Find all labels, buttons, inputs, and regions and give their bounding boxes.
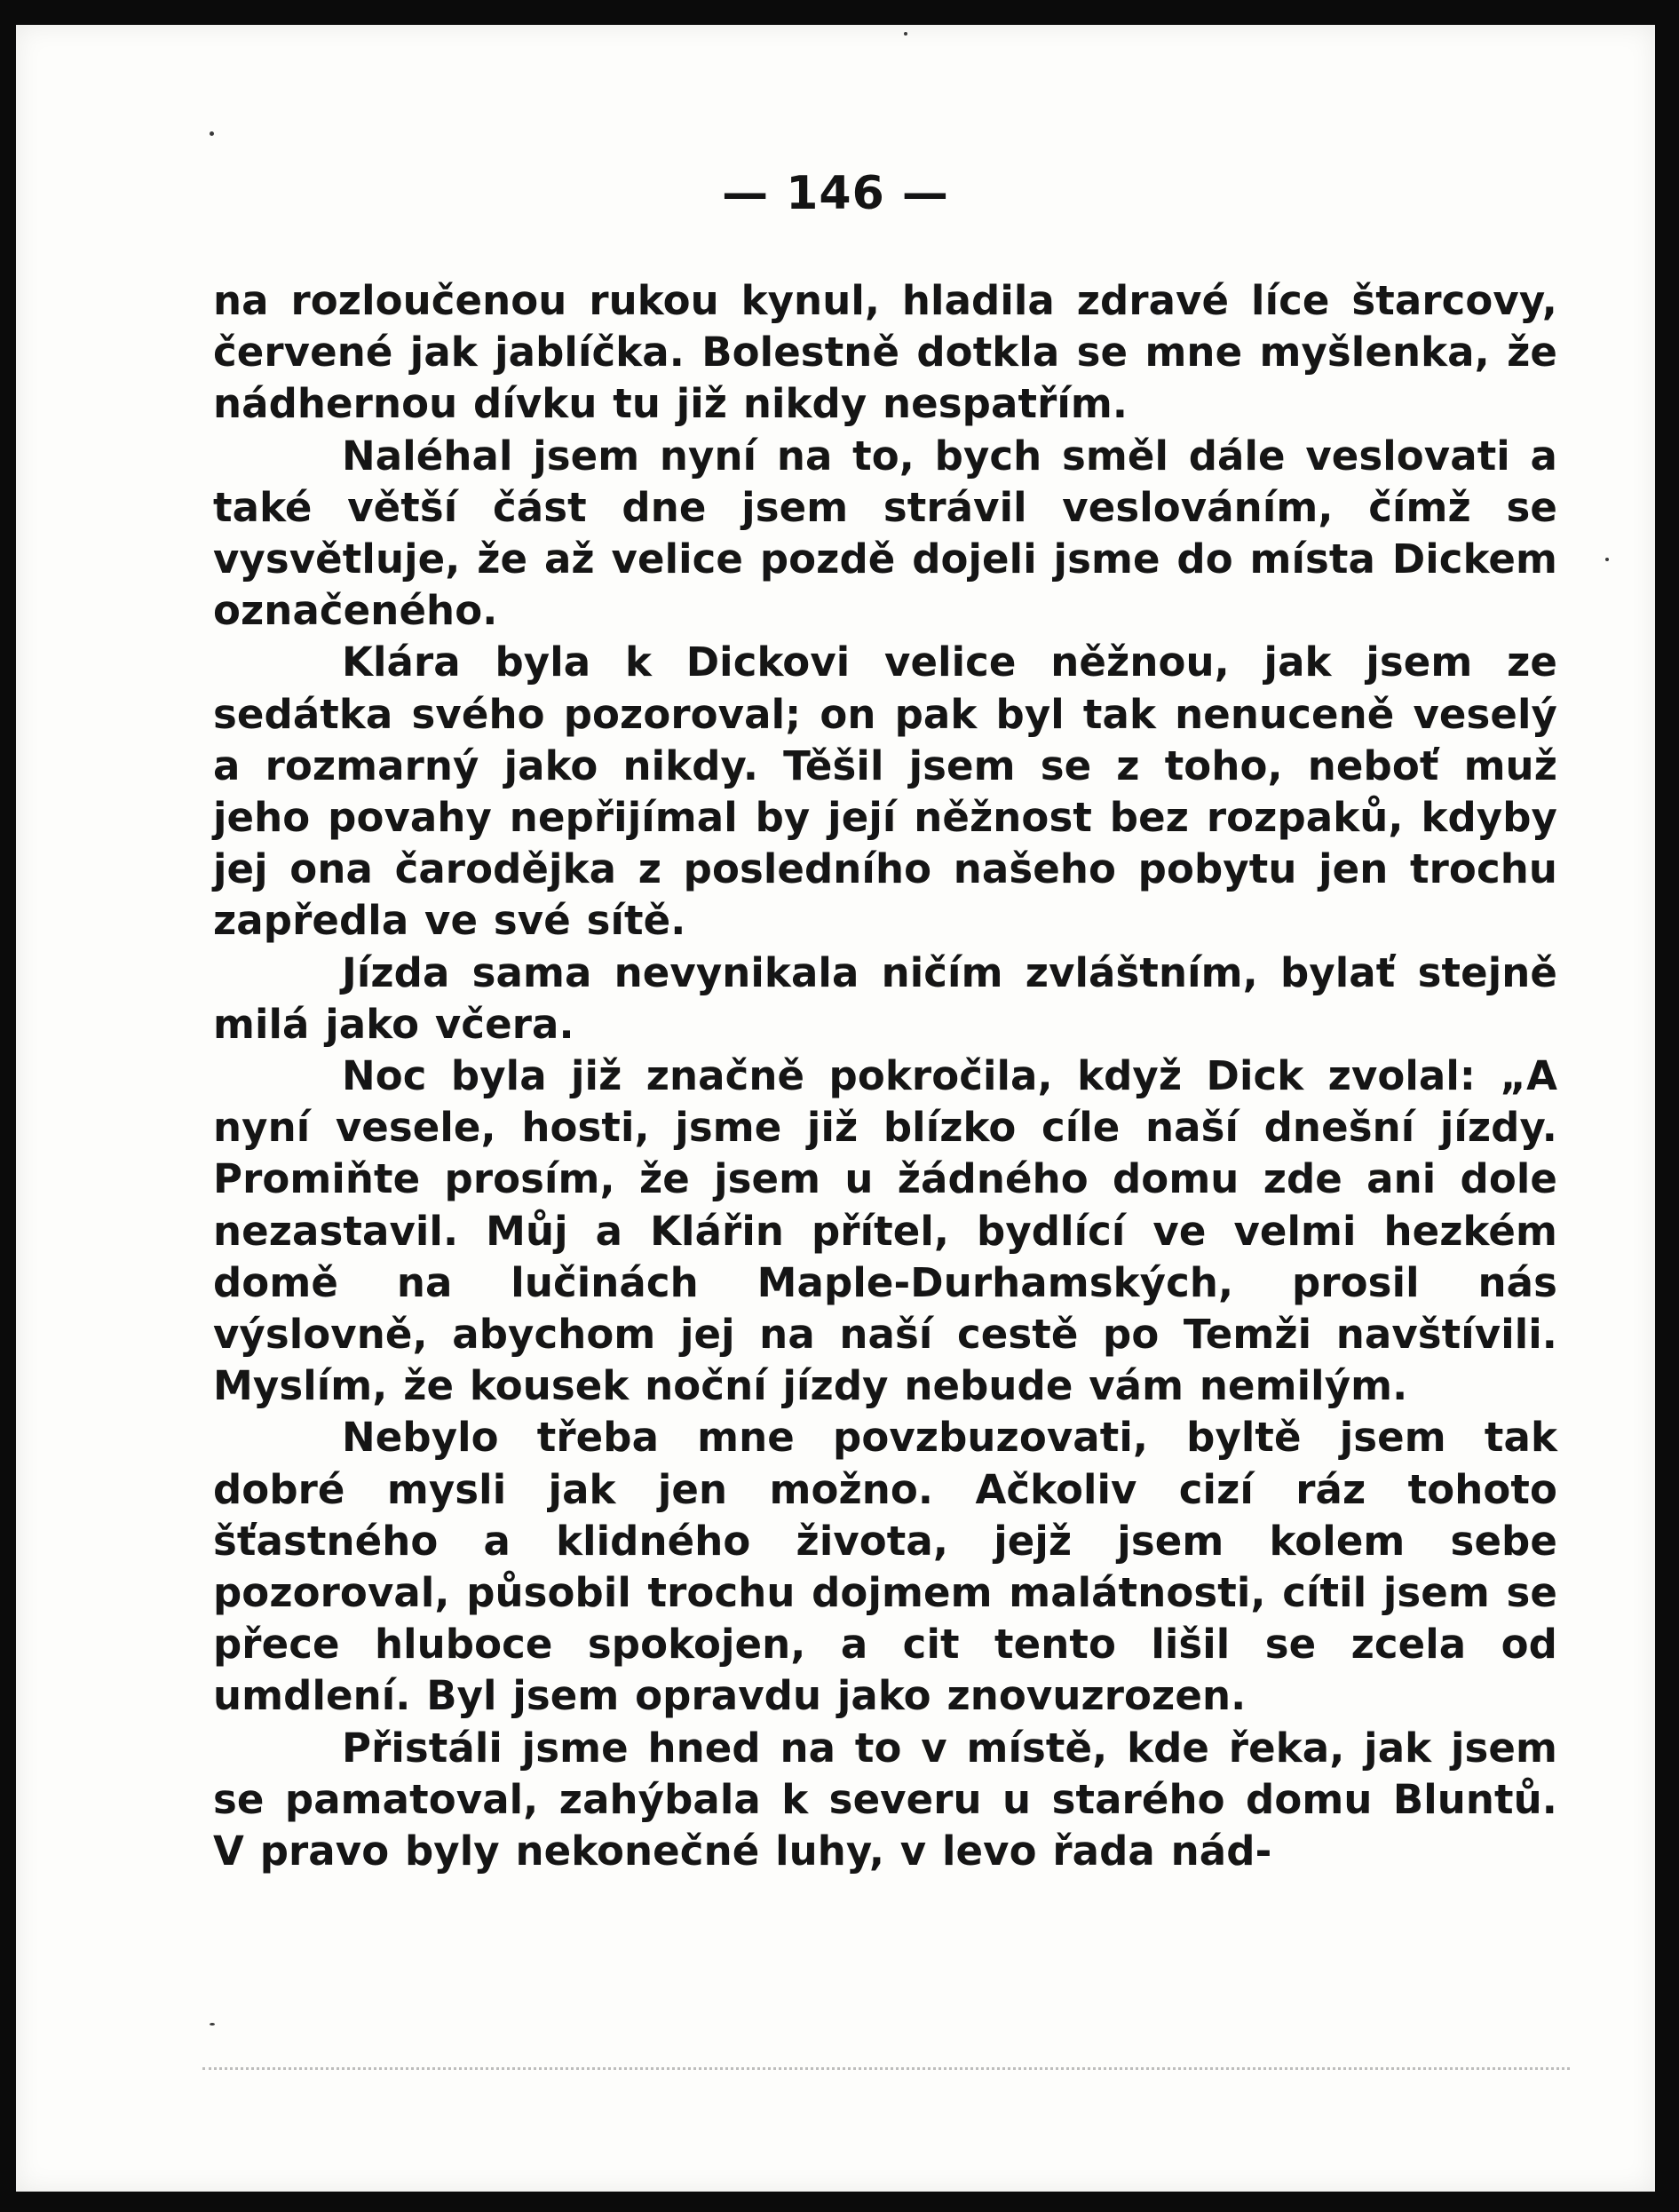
book-page	[16, 25, 1655, 2192]
paragraph-5: Noc byla již značně pokročila, když Dick zvolal: „A nyní vesele, hosti, jsme již blízko cíle naší dnešní jízdy. Promiňte prosím, že jsem u žádného domu zde ani dole nezastavil. Můj a Klářin přítel, bydlící ve velmi hezkém domě na lučinách Maple-Durhamských, prosil nás výslovně, abychom jej na naší cestě po Temži navštívili. Myslím, že kousek noční jízdy nebude vám nemilým.	[213, 1052, 1557, 1410]
print-speck	[1605, 558, 1609, 561]
page-number: — 146 —	[722, 167, 949, 220]
paragraph-2: Naléhal jsem nyní na to, bych směl dále veslovati a také větší část dne jsem strávil veslováním, čímž se vysvětluje, že až velice pozdě dojeli jsme do místa Dickem označeného.	[213, 432, 1557, 635]
paragraph-7: Přistáli jsme hned na to v místě, kde řeka, jak jsem se pamatoval, zahýbala k severu u starého domu Bluntů. V pravo byly nekonečné luhy, v levo řada nád-	[213, 1724, 1557, 1875]
print-speck	[210, 2023, 215, 2026]
paragraph-6: Nebylo třeba mne povzbuzovati, byltě jsem tak dobré mysli jak jen možno. Ačkoliv cizí ráz tohoto šťastného a klidného života, jejž jsem kolem sebe pozoroval, působil trochu dojmem malátnosti, cítil jsem se přece hluboce spokojen, a cit tento lišil se zcela od umdlení. Byl jsem opravdu jako znovuzrozen.	[213, 1414, 1557, 1720]
print-speck	[210, 131, 214, 136]
print-speck	[904, 32, 907, 36]
text-body	[213, 275, 1557, 1877]
paragraph-1: na rozloučenou rukou kynul, hladila zdravé líce štarcovy, červené jak jablíčka. Bolestně dotkla se mne myšlenka, že nádhernou dívku tu již nikdy nespatřím.	[213, 277, 1557, 428]
paragraph-4: Jízda sama nevynikala ničím zvláštním, bylať stejně milá jako včera.	[213, 948, 1557, 1048]
paragraph-3: Klára byla k Dickovi velice něžnou, jak jsem ze sedátka svého pozoroval; on pak byl tak nenuceně veselý a rozmarný jako nikdy. Těšil jsem se z toho, neboť muž jeho povahy nepřijímal by její něžnost bez rozpaků, kdyby jej ona čarodějka z posledního našeho pobytu jen trochu zapředla ve své sítě.	[213, 638, 1557, 945]
print-artifact-dots	[202, 2067, 1570, 2073]
